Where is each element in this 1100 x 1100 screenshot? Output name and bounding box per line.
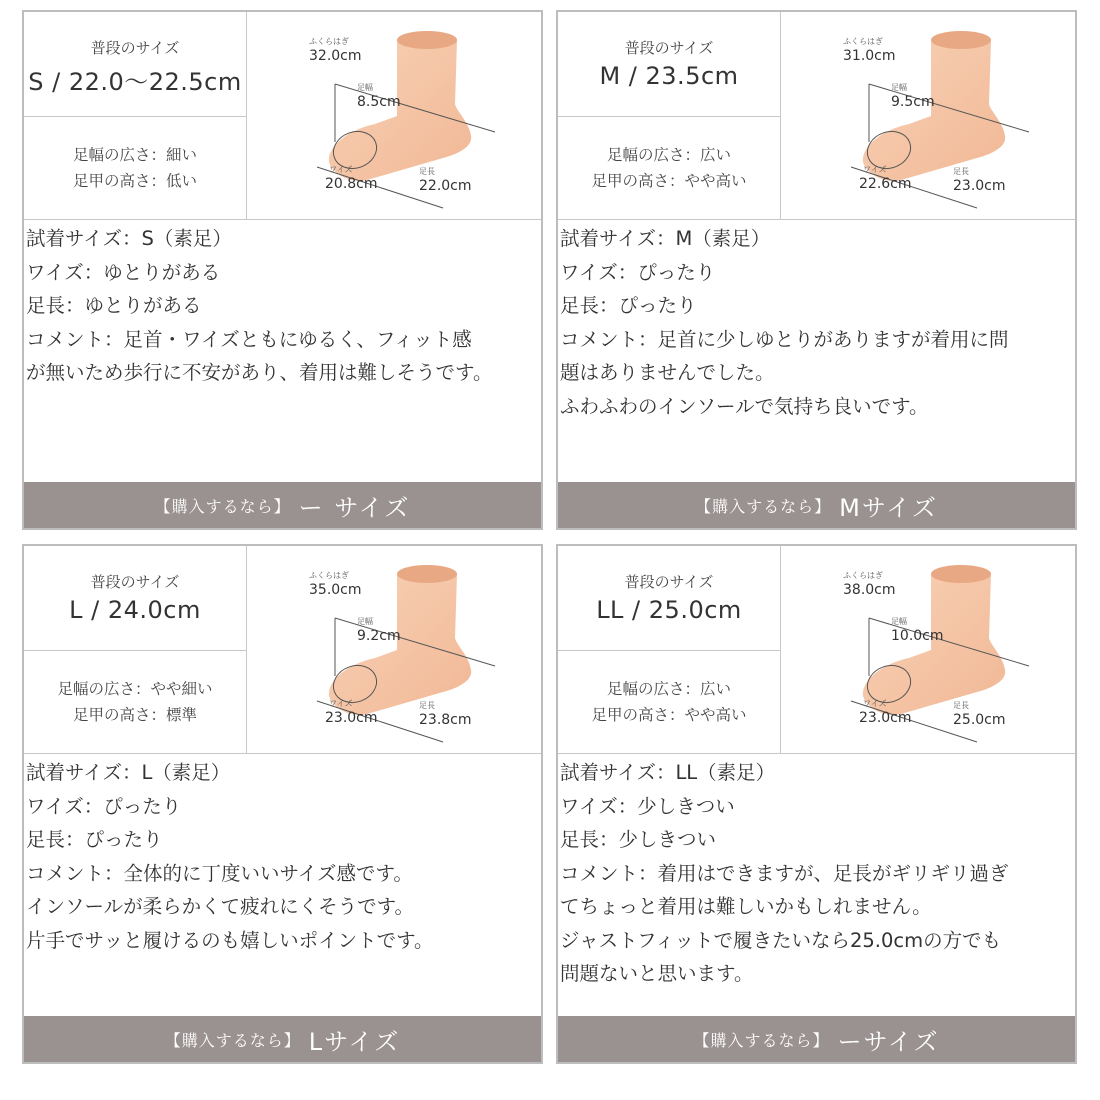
size-card-2 xyxy=(556,10,1077,530)
wise-label: ワイズ xyxy=(329,165,353,174)
foot-diagram xyxy=(781,12,1075,219)
size-card-4 xyxy=(556,544,1077,1064)
body-line: 題はありませんでした。 xyxy=(560,361,775,384)
body-line: 足長：ぴったり xyxy=(26,828,163,851)
try-on-comment xyxy=(26,756,541,957)
body-line: コメント：足首に少しゆとりがありますが着用に問 xyxy=(560,327,1009,351)
size-card-3 xyxy=(22,544,543,1064)
calf-label: ふくらはぎ xyxy=(309,37,349,46)
length-value: 23.8cm xyxy=(419,712,472,728)
foot-features xyxy=(24,651,246,753)
wise-label: ワイズ xyxy=(863,165,887,174)
wise-label: ワイズ xyxy=(329,699,353,708)
purchase-prefix: 【購入するなら】 xyxy=(154,496,291,516)
body-line: ワイズ：ゆとりがある xyxy=(26,260,221,284)
usual-size-panel xyxy=(24,12,247,219)
body-line: ジャストフィットで履きたいなら25.0cmの方でも xyxy=(560,928,1002,952)
usual-size-value: LL / 25.0cm xyxy=(596,596,742,624)
length-label: 足長 xyxy=(953,701,969,710)
try-on-comment xyxy=(560,222,1075,423)
instep-height-feature: 足甲の高さ：低い xyxy=(72,172,197,190)
usual-size-box xyxy=(558,12,780,117)
body-line: 試着サイズ：L（素足） xyxy=(26,761,231,784)
body-line: 片手でサッと履けるのも嬉しいポイントです。 xyxy=(26,928,434,952)
usual-size-label: 普段のサイズ xyxy=(624,39,714,57)
usual-size-value: L / 24.0cm xyxy=(69,596,201,624)
wise-label: ワイズ xyxy=(863,699,887,708)
recommended-size: Mサイズ xyxy=(839,493,938,522)
body-line: てちょっと着用は難しいかもしれません。 xyxy=(560,895,932,918)
card-header xyxy=(558,546,1075,754)
purchase-prefix: 【購入するなら】 xyxy=(695,496,832,516)
recommended-size: ーサイズ xyxy=(837,1027,940,1056)
body-line: コメント：着用はできますが、足長がギリギリ過ぎ xyxy=(560,861,1009,885)
usual-size-panel xyxy=(24,546,247,753)
try-on-comment xyxy=(26,222,541,390)
foot-diagram xyxy=(247,546,541,753)
body-line: ワイズ：ぴったり xyxy=(26,794,182,818)
body-line: ワイズ：ぴったり xyxy=(560,260,716,284)
length-value: 25.0cm xyxy=(953,712,1006,728)
body-line: 問題ないと思います。 xyxy=(560,962,754,985)
width-value: 8.5cm xyxy=(357,94,401,110)
length-label: 足長 xyxy=(953,167,969,176)
foot-features xyxy=(24,117,246,219)
usual-size-box xyxy=(24,546,246,651)
usual-size-panel xyxy=(558,546,781,753)
length-value: 22.0cm xyxy=(419,178,472,194)
card-header xyxy=(24,12,541,220)
foot-width-feature: 足幅の広さ：やや細い xyxy=(57,680,213,698)
calf-label: ふくらはぎ xyxy=(309,571,349,580)
foot-width-feature: 足幅の広さ：広い xyxy=(606,146,731,164)
card-header xyxy=(24,546,541,754)
width-value: 10.0cm xyxy=(891,628,944,644)
calf-label: ふくらはぎ xyxy=(843,37,883,46)
foot-width-feature: 足幅の広さ：広い xyxy=(606,680,731,698)
usual-size-label: 普段のサイズ xyxy=(90,573,180,591)
recommended-size: ー サイズ xyxy=(298,493,411,522)
body-line: 試着サイズ：S（素足） xyxy=(26,227,232,250)
instep-height-feature: 足甲の高さ：やや高い xyxy=(591,706,747,724)
usual-size-panel xyxy=(558,12,781,219)
width-value: 9.5cm xyxy=(891,94,935,110)
card-header xyxy=(558,12,1075,220)
body-line: コメント：足首・ワイズともにゆるく、フィット感 xyxy=(26,327,472,351)
usual-size-label: 普段のサイズ xyxy=(90,39,180,57)
purchase-recommendation xyxy=(24,482,541,528)
length-value: 23.0cm xyxy=(953,178,1006,194)
width-label: 足幅 xyxy=(891,617,907,626)
length-label: 足長 xyxy=(419,167,435,176)
body-line: 試着サイズ：M（素足） xyxy=(560,227,771,250)
usual-size-value: S / 22.0～22.5cm xyxy=(28,68,242,96)
calf-value: 31.0cm xyxy=(843,48,896,64)
calf-value: 35.0cm xyxy=(309,582,362,598)
width-label: 足幅 xyxy=(357,83,373,92)
wise-value: 23.0cm xyxy=(859,710,912,726)
usual-size-label: 普段のサイズ xyxy=(624,573,714,591)
purchase-recommendation xyxy=(558,482,1075,528)
purchase-recommendation xyxy=(558,1016,1075,1062)
usual-size-box xyxy=(558,546,780,651)
foot-features xyxy=(558,117,780,219)
calf-value: 38.0cm xyxy=(843,582,896,598)
calf-label: ふくらはぎ xyxy=(843,571,883,580)
body-line: ふわふわのインソールで気持ち良いです。 xyxy=(560,394,929,418)
width-label: 足幅 xyxy=(357,617,373,626)
usual-size-box xyxy=(24,12,246,117)
wise-value: 23.0cm xyxy=(325,710,378,726)
body-line: 足長：ぴったり xyxy=(560,294,697,317)
wise-value: 20.8cm xyxy=(325,176,378,192)
usual-size-value: M / 23.5cm xyxy=(599,62,739,90)
body-line: ワイズ：少しきつい xyxy=(560,794,735,818)
width-label: 足幅 xyxy=(891,83,907,92)
body-line: 試着サイズ：LL（素足） xyxy=(560,761,776,784)
calf-value: 32.0cm xyxy=(309,48,362,64)
foot-width-feature: 足幅の広さ：細い xyxy=(72,146,197,164)
foot-diagram xyxy=(247,12,541,219)
body-line: が無いため歩行に不安があり、着用は難しそうです。 xyxy=(26,361,493,384)
body-line: コメント：全体的に丁度いいサイズ感です。 xyxy=(26,861,413,885)
wise-value: 22.6cm xyxy=(859,176,912,192)
body-line: インソールが柔らかくて疲れにくそうです。 xyxy=(26,895,415,918)
purchase-prefix: 【購入するなら】 xyxy=(693,1030,830,1050)
try-on-comment xyxy=(560,756,1075,991)
purchase-recommendation xyxy=(24,1016,541,1062)
instep-height-feature: 足甲の高さ：標準 xyxy=(72,706,197,724)
purchase-prefix: 【購入するなら】 xyxy=(164,1030,301,1050)
width-value: 9.2cm xyxy=(357,628,401,644)
body-line: 足長：少しきつい xyxy=(560,828,717,851)
size-card-1 xyxy=(22,10,543,530)
length-label: 足長 xyxy=(419,701,435,710)
body-line: 足長：ゆとりがある xyxy=(26,294,202,317)
foot-diagram xyxy=(781,546,1075,753)
recommended-size: Lサイズ xyxy=(308,1027,401,1056)
instep-height-feature: 足甲の高さ：やや高い xyxy=(591,172,747,190)
foot-features xyxy=(558,651,780,753)
